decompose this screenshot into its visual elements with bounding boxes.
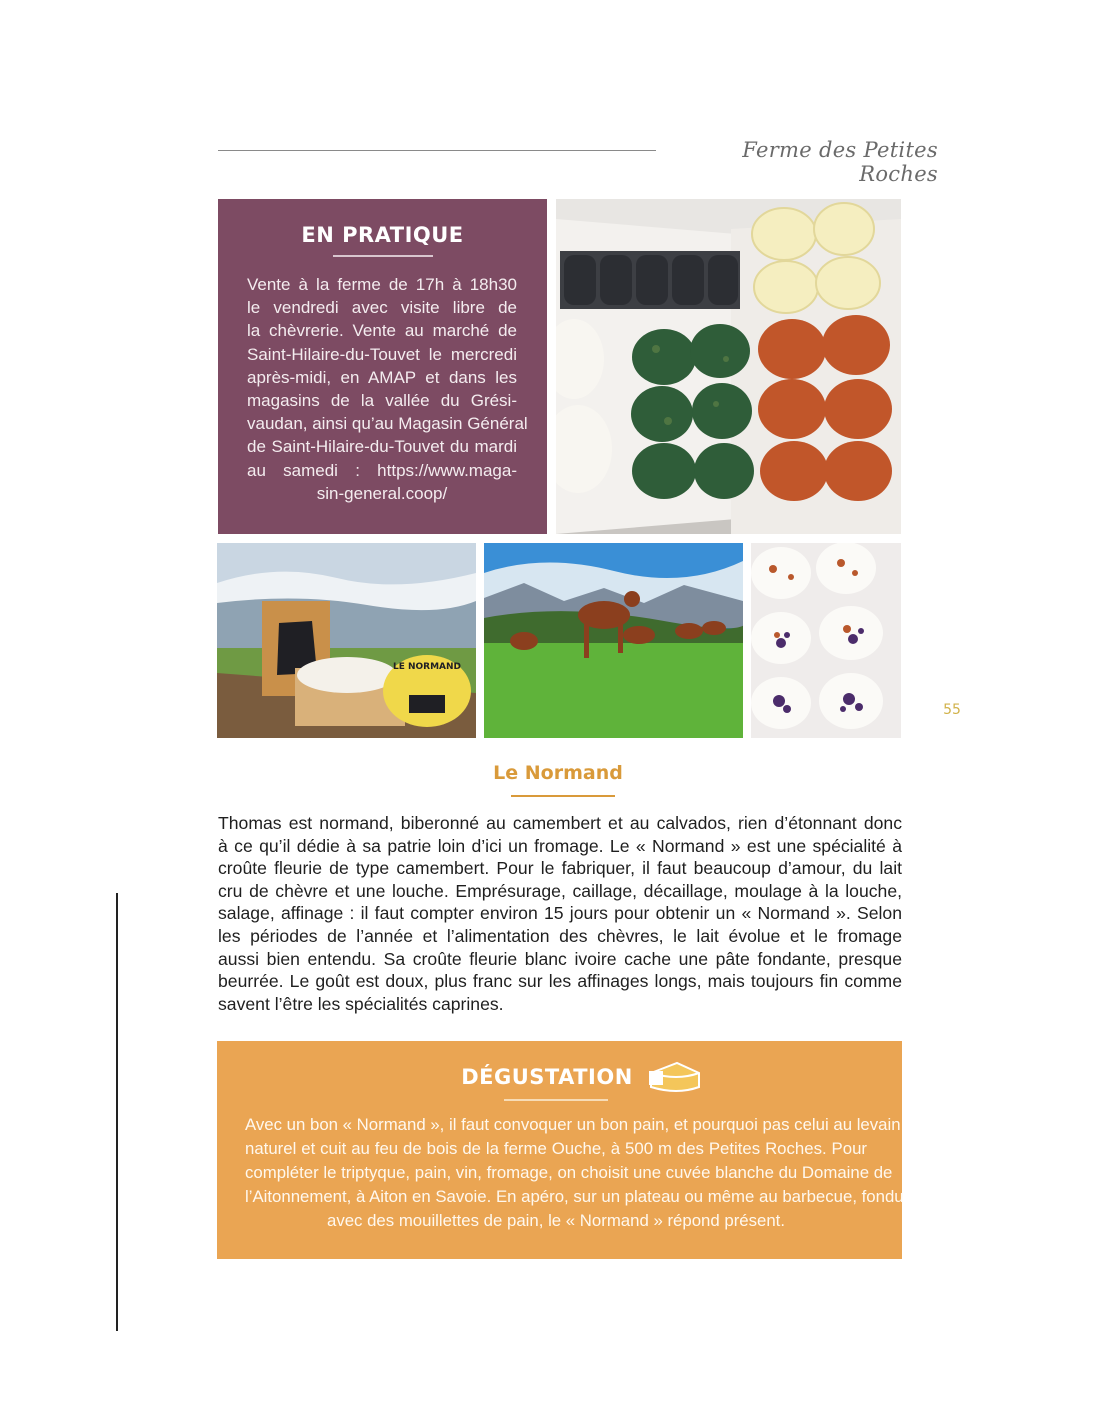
tasting-line: avec des mouillettes de pain, le « Normand » répond présent.: [326, 1211, 786, 1230]
practice-title: EN PRATIQUE: [301, 223, 464, 247]
practice-line: sin-general.coop/: [316, 483, 448, 503]
body-line: beurrée. Le goût est doux, plus franc sur les affinages longs, mais toujours fin comme: [218, 971, 902, 992]
practice-line: au samedi : https://www.maga-: [247, 460, 517, 480]
body-paragraph: [218, 812, 902, 1015]
section-title-underline: [511, 795, 615, 797]
tasting-title-underline: [504, 1099, 608, 1101]
body-line: cru de chèvre et une louche. Emprésurage, caillage, décaillage, moulage à la louche,: [218, 880, 902, 901]
practice-title-underline: [333, 255, 433, 257]
tasting-text: [245, 1113, 904, 1233]
body-line: à ce qu’il dédie à sa patrie loin d’ici un fromage. Le « Normand » est une spécialité à: [218, 835, 902, 856]
running-header-title: Ferme des Petites Roches: [742, 138, 938, 186]
practice-line: le vendredi avec visite libre de: [247, 298, 517, 318]
practice-text: [247, 273, 528, 505]
flower-cheese-illustration: [751, 543, 901, 738]
normand-label-text: LE NORMAND: [392, 662, 462, 672]
photo-goats: [484, 543, 743, 738]
practice-box: [218, 199, 547, 534]
tasting-line: l’Aitonnement, à Aiton en Savoie. En apéro, sur un plateau ou même au barbecue, fondu: [245, 1187, 904, 1206]
practice-line: de Saint-Hilaire-du-Touvet du mardi: [247, 437, 517, 457]
section-title: Le Normand: [493, 762, 623, 784]
photo-flower-cheese: [751, 543, 901, 738]
body-line: croûte fleurie de type camembert. Pour le fabriquer, il faut beaucoup d’amour, du lait: [218, 858, 902, 879]
tasting-line: naturel et cuit au feu de bois de la ferme Ouche, à 500 m des Petites Roches. Pour: [245, 1139, 867, 1158]
body-line: Thomas est normand, biberonné au camembert et au calvados, rien d’étonnant donc: [218, 813, 902, 833]
tasting-title: DÉGUSTATION: [461, 1065, 633, 1089]
body-line: les périodes de l’année et l’alimentation des chèvres, le lait évolue et le fromage: [218, 925, 902, 946]
cheese-wedge-icon: [647, 1057, 703, 1097]
header-rule: [218, 150, 656, 151]
goats-illustration: [484, 543, 743, 738]
tasting-line: Avec un bon « Normand », il faut convoquer un bon pain, et pourquoi pas celui au levain: [245, 1115, 901, 1134]
practice-line: Saint-Hilaire-du-Touvet le mercredi: [247, 344, 517, 364]
practice-line: magasins de la vallée du Grési-: [247, 391, 517, 411]
photo-cheese-box: [556, 199, 901, 534]
cheese-box-illustration: [556, 199, 901, 534]
tasting-line: compléter le triptyque, pain, vin, fromage, on choisit une cuvée blanche du Domaine de: [245, 1163, 893, 1182]
practice-line: vaudan, ainsi qu’au Magasin Général: [247, 414, 528, 434]
normand-cheese-illustration: [217, 543, 476, 738]
page-number: 55: [943, 702, 961, 718]
tasting-box: [217, 1041, 902, 1259]
practice-line: Vente à la ferme de 17h à 18h30: [247, 275, 517, 294]
body-line: aussi bien entendu. Sa croûte fleurie blanc ivoire cache une pâte fondante, presque: [218, 948, 902, 969]
practice-line: après-midi, en AMAP et dans les: [247, 367, 517, 387]
photo-normand-cheese: [217, 543, 476, 738]
body-line: savent l’être les spécialités caprines.: [218, 993, 504, 1014]
body-line: salage, affinage : il faut compter environ 15 jours pour obtenir un « Normand ». Selon: [218, 903, 902, 924]
practice-line: la chèvrerie. Vente au marché de: [247, 321, 517, 341]
left-margin-rule: [116, 893, 118, 1331]
